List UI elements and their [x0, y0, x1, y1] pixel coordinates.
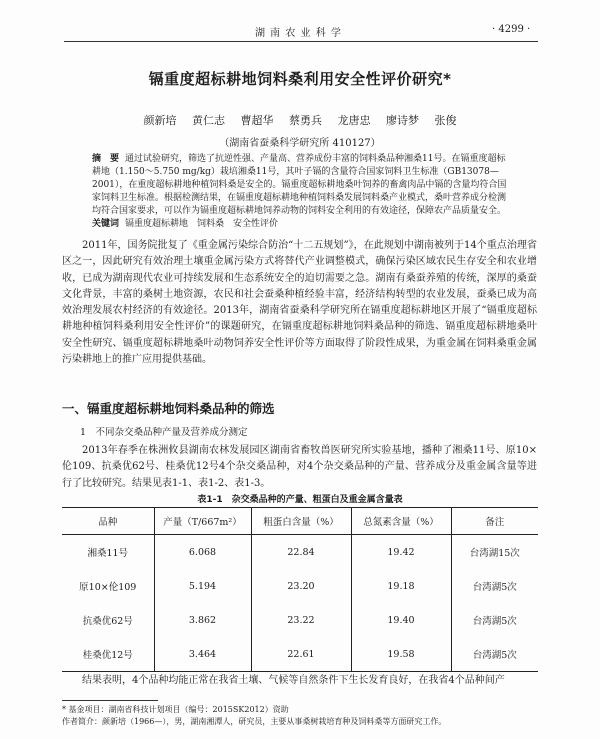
table-cell: 6.068: [154, 535, 251, 570]
footnote-rule: [62, 700, 158, 701]
table-cell: 原10×伦109: [79, 582, 137, 593]
author: 张俊: [434, 114, 457, 127]
author: 曹超华: [240, 114, 274, 127]
author: 颜新培: [143, 114, 177, 127]
keywords-line: [92, 218, 514, 231]
abstract-paragraph: [92, 153, 514, 218]
paper-title: 镉重度超标耕地饲料桑利用安全性评价研究*: [148, 70, 452, 88]
table-cell: 19.42: [351, 535, 451, 570]
table-cell: 3.862: [154, 603, 251, 637]
abstract-text: 通过试验研究，筛选了抗逆性强、产量高、营养成份丰富的饲料桑品种湘桑11号。在镉重度超标耕地（1.150～5.750 mg/kg）栽培湘桑11号，其叶子镉的含量符合国家饲料卫生标准（GB13078—2001），在重度超标耕地种植饲料桑是安全的。镉重度超标耕地桑叶饲养的畜禽肉品中镉的含量均符合国家饲料卫生标准。根据检测结果，在镉重度超标耕地种植饲料桑发展饲料桑产业模式，桑叶营养成分检测均符合国家要求，可以作为镉重度超标耕地饲养动物的饲料安全利用的有效途径，保障农产品质量安全。: [92, 154, 507, 216]
footnote-author: 作者简介：颜新培（1966—），男，湖南湘潭人，研究员，主要从事桑树栽培育种及饲料桑等方面研究工作。: [62, 717, 447, 726]
author: 黄仁志: [192, 114, 225, 127]
keywords-label: 关键词: [92, 219, 120, 229]
table-row: [62, 569, 538, 603]
table-row: [62, 637, 538, 672]
column-header: 品种: [62, 508, 154, 535]
method-paragraph: 2013年春季在株洲攸县湖南农林发展园区湖南省畜牧兽医研究所实验基地，播种了湘桑11号、原10×伦109、抗桑优62号、桂桑优12号4个杂交桑品种，对4个杂交桑品种的产量、营养成分及重金属含量等进行了比较研究。结果见表1-1、表1-2、表1-3。: [62, 445, 537, 489]
column-header: 粗蛋白含量（%）: [251, 508, 351, 535]
table-cell: 3.464: [154, 637, 251, 672]
method-section: [62, 443, 537, 492]
table-row: [62, 603, 538, 637]
column-header: 总氮素含量（%）: [351, 508, 451, 535]
subsection-heading: 1 不同杂交桑品种产量及营养成分测定: [80, 427, 248, 438]
table-cell: 23.22: [251, 603, 351, 637]
table-cell: 19.58: [351, 637, 451, 672]
table-cell: 湘桑11号: [87, 548, 129, 559]
table-cell: 23.20: [251, 569, 351, 603]
table-row: [62, 535, 538, 570]
table-cell: 5.194: [154, 569, 251, 603]
abstract-block: [92, 153, 514, 231]
affiliation: （湖南省蚕桑科学研究所 410127）: [219, 138, 381, 149]
column-header: 产量（T/667m²）: [154, 508, 251, 535]
table-header-row: [62, 508, 538, 535]
results-section: [62, 673, 537, 689]
table-cell: 抗桑优62号: [82, 616, 133, 627]
table-cell: 台湾湖5次: [451, 637, 538, 672]
journal-name: 湖 南 农 业 科 学: [255, 28, 342, 39]
keywords-text: 镉重度超标耕地 饲料桑 安全性评价: [125, 219, 279, 229]
column-header: 备注: [451, 508, 538, 535]
running-header: [0, 24, 600, 38]
table-cell: 台湾湖5次: [451, 569, 538, 603]
table-cell: 22.61: [251, 637, 351, 672]
table-cell: 台湾湖15次: [451, 535, 538, 570]
table-cell: 19.18: [351, 569, 451, 603]
author: 廖诗梦: [386, 114, 419, 127]
page-number: · 4299 ·: [492, 24, 531, 35]
results-paragraph: 结果表明，4个品种均能正常在我省土壤、气候等自然条件下生长发育良好，在我省4个品种间产: [82, 675, 505, 686]
section-heading: 一、镉重度超标耕地饲料桑品种的筛选: [62, 401, 275, 416]
table-cell: 22.84: [251, 535, 351, 570]
table-cell: 桂桑优12号: [62, 637, 154, 672]
author: 蔡勇兵: [289, 114, 322, 127]
author-list: [0, 112, 600, 128]
abstract-label: 摘 要: [92, 154, 120, 164]
intro-paragraph: 2011年，国务院批复了《重金属污染综合防治“十二五规划”》，在此规划中湖南被列于14个重点治理省区之一，因此研究有效治理土壤重金属污染方式将替代产业调整模式，确保污染区域农民生存安全和农业增收，已成为湖南现代农业可持续发展和生态系统安全的迫切需要之急。湖南有桑蚕养殖的传统，深厚的桑蚕文化背景，丰富的桑树土地资源，农民和社会蚕桑种植经验丰富，经济结构转型的农业发展，蚕桑已成为高效治理发展农村经济的有效途径。2013年，湖南省蚕桑科学研究所在镉重度超标耕地区开展了“镉重度超标耕地种植饲料桑利用安全性评价”的课题研究，在镉重度超标耕地饲料桑品种的筛选、镉重度超标耕地桑叶安全性研究、镉重度超标耕地桑叶动物饲养安全性评价等方面取得了阶段性成果，为重金属在饲料桑重金属污染耕地上的推广应用提供基础。: [62, 240, 537, 366]
results-table: [62, 507, 538, 672]
author: 龙唐忠: [337, 114, 371, 127]
table-caption: 表1-1 杂交桑品种的产量、粗蛋白及重金属含量表: [197, 495, 403, 505]
intro-section: [62, 238, 537, 368]
table-cell: 台湾湖5次: [451, 603, 538, 637]
header-rule: [64, 41, 538, 42]
table-cell: 19.40: [351, 603, 451, 637]
footnote-funding: * 基金项目：湖南省科技计划项目（编号：2015SK2012）资助: [62, 705, 289, 714]
